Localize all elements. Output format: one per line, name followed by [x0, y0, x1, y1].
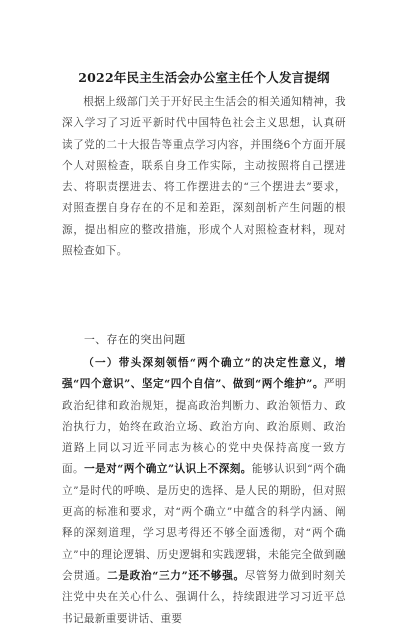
intro-text: 根据上级部门关于开好民主生活会的相关通知精神，我深入学习了习近平新时代中国特色社会主义思想，认真研读了党的二十大报告等重点学习内容，并围绕6个方面开展个人对照检查，联系自身工作实际，主动按照将自己摆进去、将职责摆进去、将工作摆进去的“三个摆进去”要求，对照查摆自身存在的不足和差距，深刻剖析产生问题的根源，提出相应的整改措施，形成个人对照检查材料，现对照检查如下。 — [62, 96, 346, 258]
point-one: 一是对“两个确立”认识上不深刻。 — [84, 463, 252, 476]
subsection-text-3: 尽管努力做到时刻关注党中央在关心什么、强调什么，持续跟进学习习近平总书记最新重要讲话、重要 — [62, 569, 346, 625]
intro-paragraph — [62, 92, 346, 262]
subsection-paragraph — [62, 353, 346, 630]
subsection-heading: （一）带头深刻领悟“两个确立”的决定性意义，增强“四个意识”、坚定“四个自信”、做到“两个维护”。 — [62, 357, 346, 391]
point-two: 二是政治“三力”还不够强。 — [107, 569, 245, 582]
subsection-text-2: 能够认识到“两个确立”是时代的呼唤、是历史的选择、是人民的期盼，但对照更高的标准和要求，对“两个确立”中蕴含的科学内涵、阐释的深刻道理，学习思考得还不够全面透彻，对“两个确立”中的理论逻辑、历史逻辑和实践逻辑，未能完全做到融会贯通。 — [62, 463, 346, 582]
document-title: 2022年民主生活会办公室主任个人发言提纲 — [78, 70, 330, 85]
subsection-body — [62, 353, 346, 630]
subsection-text-1: 严明政治纪律和政治规矩，提高政治判断力、政治领悟力、政治执行力，始终在政治立场、政治方向、政治原则、政治道路上同以习近平同志为核心的党中央保持高度一致方面。 — [62, 378, 346, 476]
section-heading: 一、存在的突出问题 — [84, 333, 186, 346]
